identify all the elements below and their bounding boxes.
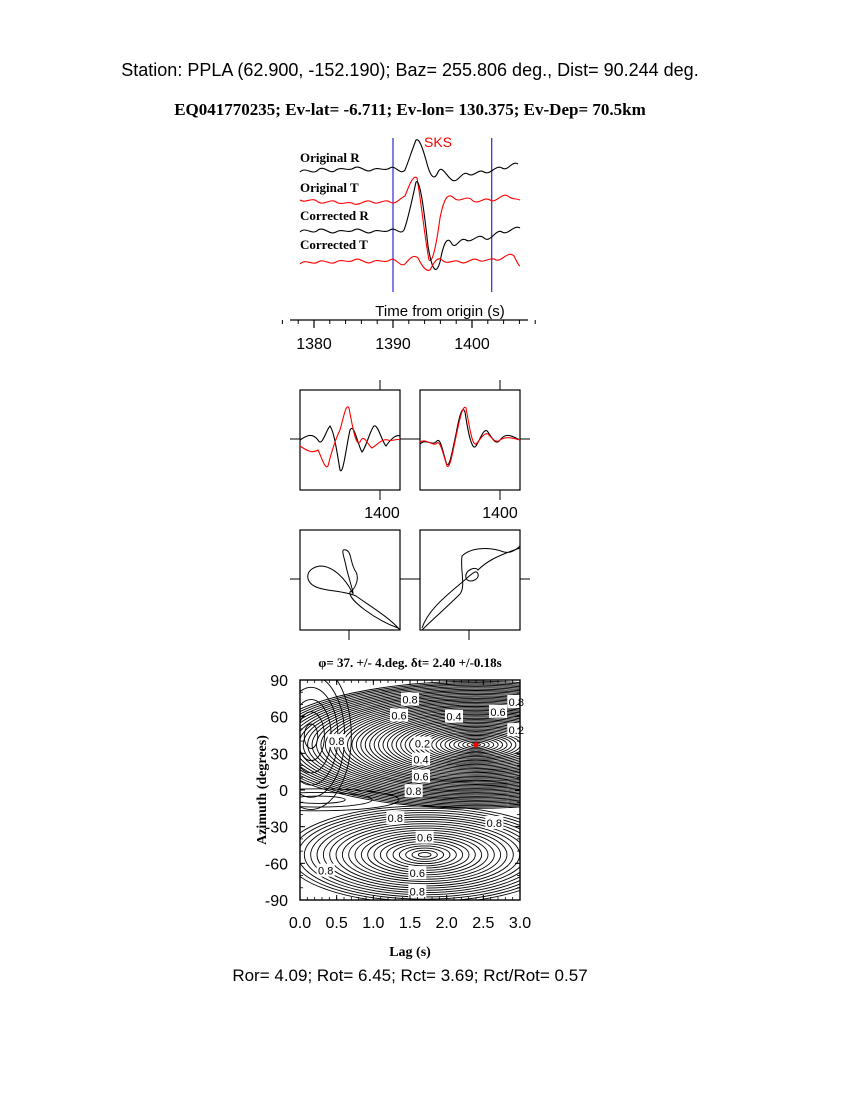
panel-original-radial xyxy=(300,426,400,471)
contour-label: 0.8 xyxy=(402,694,418,707)
azimuth-tick-label: -90 xyxy=(264,893,288,910)
trace-label-corrected-r: Corrected R xyxy=(300,208,369,223)
ratios-line: Ror= 4.09; Rot= 6.45; Rct= 3.69; Rct/Rot= 0.57 xyxy=(232,966,588,985)
contour-label: 0.2 xyxy=(414,738,431,751)
lower-basin-contour xyxy=(393,844,456,866)
left-basin-contour xyxy=(304,724,317,748)
time-tick-marks xyxy=(282,320,535,328)
lag-tick-labels xyxy=(289,915,531,932)
time-tick-label-1390: 1390 xyxy=(375,336,411,353)
lower-basin-contour xyxy=(304,813,545,897)
panel-tick-label-1400-left: 1400 xyxy=(364,505,400,522)
time-axis-title: Time from origin (s) xyxy=(375,303,505,320)
trace-label-original-r: Original R xyxy=(300,150,360,165)
contour-label: 0.6 xyxy=(417,832,433,845)
trace-label-corrected-t: Corrected T xyxy=(300,237,368,252)
azimuth-axis-title: Azimuth (degrees) xyxy=(255,735,270,845)
event-line: EQ041770235; Ev-lat= -6.711; Ev-lon= 130.375; Ev-Dep= 70.5km xyxy=(174,100,646,119)
grid-search-contour-chart xyxy=(238,655,689,960)
lag-axis-title: Lag (s) xyxy=(389,945,431,960)
left-basin-contour xyxy=(291,700,331,773)
trace-corrected-t xyxy=(300,254,520,270)
panel-tick-label-1400-right: 1400 xyxy=(482,505,518,522)
contour-label: 0.8 xyxy=(486,818,502,830)
lag-tick-label: 1.5 xyxy=(398,915,422,932)
lower-basin-contour xyxy=(418,853,431,857)
azimuth-tick-label: 30 xyxy=(270,746,288,764)
trace-label-original-t: Original T xyxy=(300,180,359,195)
contour-label: 0.8 xyxy=(508,697,524,709)
contour-label: 0.8 xyxy=(406,786,422,799)
lower-basin-contour xyxy=(412,850,437,859)
phase-label: SKS xyxy=(423,134,453,150)
best-fit-marker xyxy=(473,742,478,747)
contour-title: φ= 37. +/- 4.deg. δt= 2.40 +/-0.18s xyxy=(318,655,502,670)
contour-label: 0.6 xyxy=(413,771,429,784)
lag-tick-label: 2.5 xyxy=(472,915,495,932)
azimuth-tick-label: -30 xyxy=(264,819,288,837)
azimuth-tick-label: 90 xyxy=(270,673,288,690)
contour-label: 0.6 xyxy=(391,710,407,723)
azimuth-tick-label: 0 xyxy=(279,783,288,800)
particle-motion-corrected-path xyxy=(422,546,520,630)
particle-motion-corrected xyxy=(410,530,530,640)
seismogram-traces xyxy=(300,134,520,292)
panel-corrected-radial xyxy=(420,410,520,465)
time-tick-label-1380: 1380 xyxy=(296,336,332,353)
azimuth-tick-label: 60 xyxy=(270,709,288,727)
particle-motion-original-path xyxy=(308,550,400,630)
contour-label: 0.8 xyxy=(318,865,334,878)
contour-label: 0.6 xyxy=(409,868,425,881)
contour-label: 0.4 xyxy=(446,711,462,724)
particle-motion-original xyxy=(290,530,410,640)
station-line: Station: PPLA (62.900, -152.190); Baz= 255.806 deg., Dist= 90.244 deg. xyxy=(121,60,699,80)
panel-frame xyxy=(420,530,520,630)
lag-tick-label: 3.0 xyxy=(508,915,532,932)
contour-label: 0.8 xyxy=(409,886,425,899)
contour-label: 0.8 xyxy=(329,736,345,749)
waveform-panel-original xyxy=(290,380,410,500)
contour-label: 0.2 xyxy=(508,725,524,738)
contour-label: 0.4 xyxy=(413,754,429,767)
contour-label: 0.8 xyxy=(387,813,403,826)
lag-tick-label: 0.5 xyxy=(325,915,348,932)
lower-basin-contour xyxy=(311,815,539,895)
lag-tick-label: 0.0 xyxy=(288,915,312,932)
waveform-panel-corrected xyxy=(364,380,530,522)
lag-tick-label: 2.0 xyxy=(435,915,458,932)
lag-tick-label: 1.0 xyxy=(362,915,385,932)
azimuth-tick-label: -60 xyxy=(264,856,288,874)
time-tick-label-1400: 1400 xyxy=(454,336,490,353)
contour-label: 0.6 xyxy=(490,706,506,719)
time-axis xyxy=(282,303,535,353)
contour-lines xyxy=(238,663,689,904)
